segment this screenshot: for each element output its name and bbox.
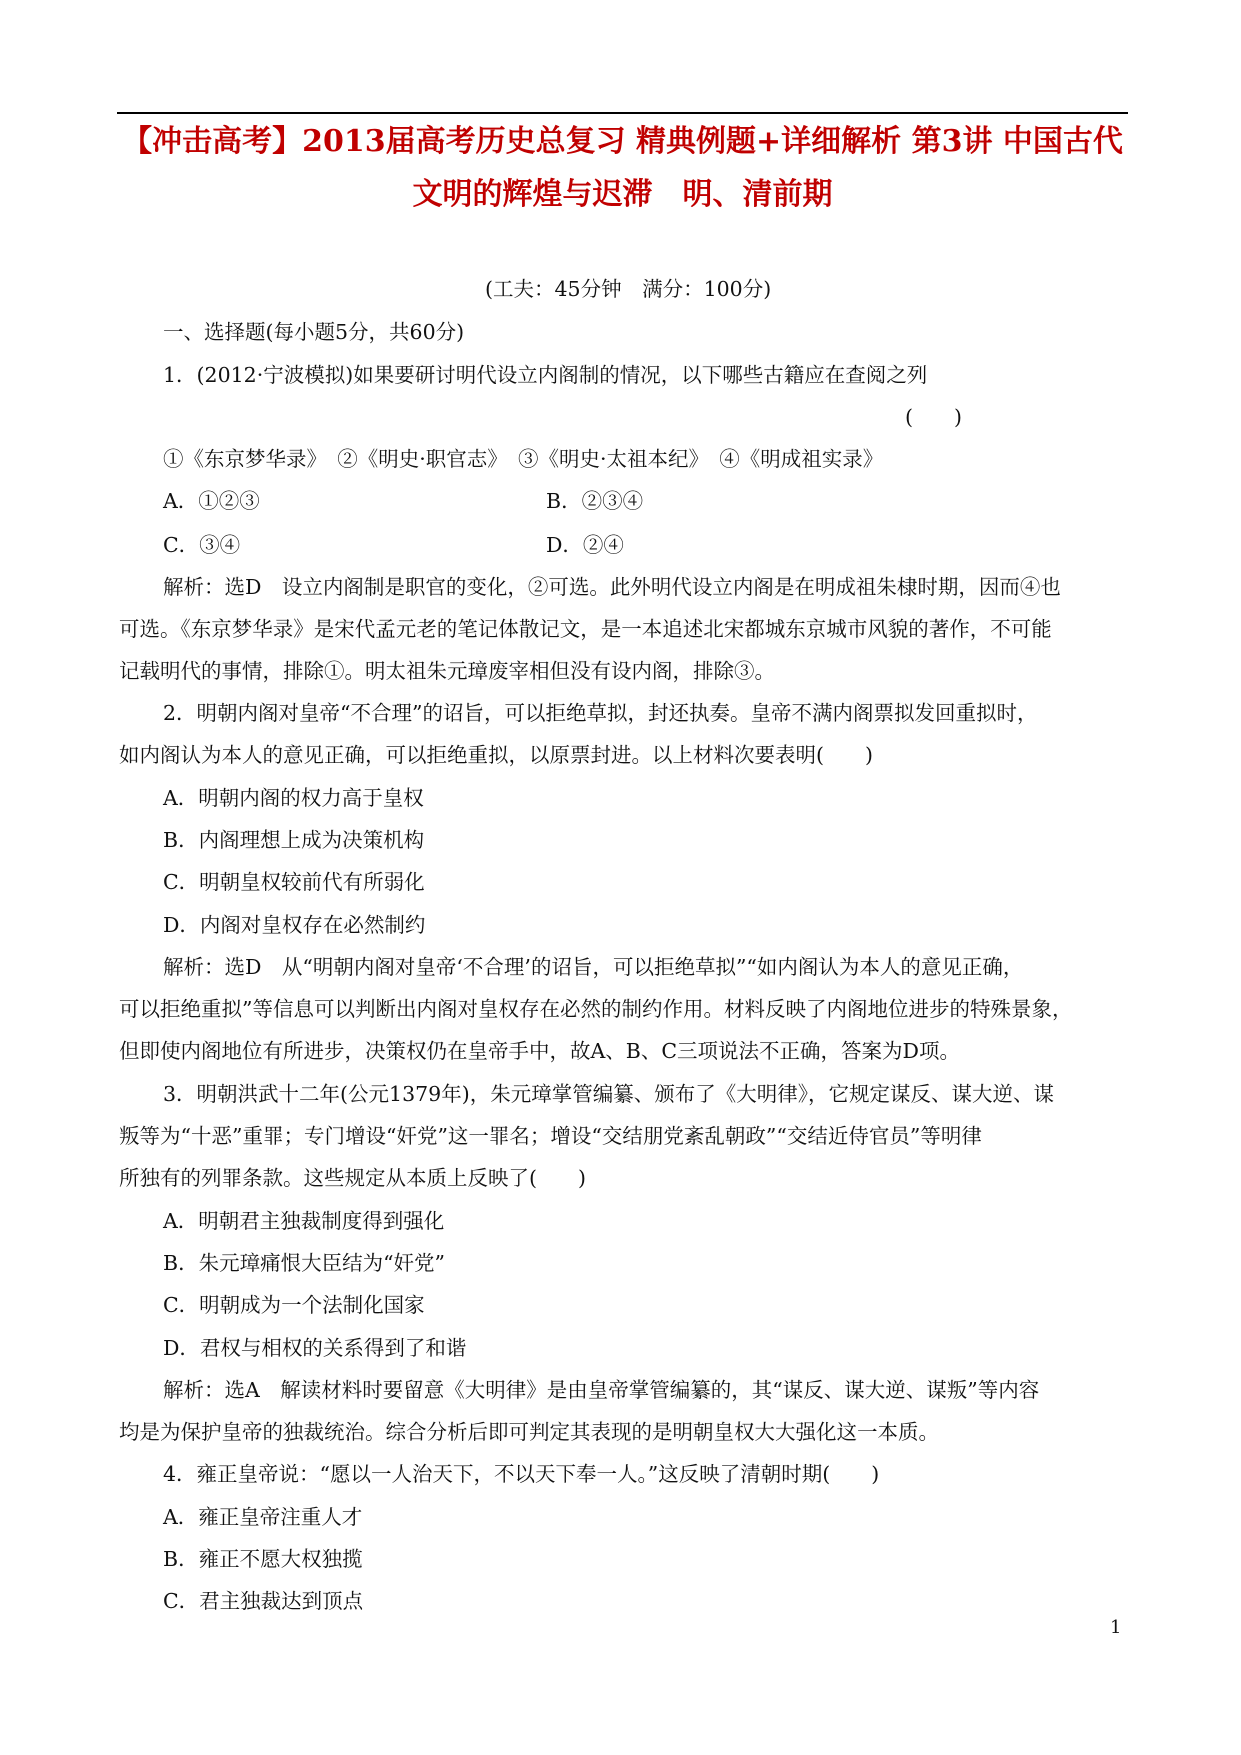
q2-option-c: C．明朝皇权较前代有所弱化 (163, 870, 425, 894)
q1-option-a: A．①②③ (163, 489, 260, 513)
section-heading: 一、选择题(每小题5分，共60分) (163, 320, 465, 344)
q3-analysis-line: 均是为保护皇帝的独裁统治。综合分析后即可判定其表现的是明朝皇权大大强化这一本质。 (119, 1420, 939, 1444)
q1-answer-paren: ( ) (905, 405, 962, 429)
q3-option-a: A．明朝君主独裁制度得到强化 (163, 1209, 445, 1233)
q3-option-b: B．朱元璋痛恨大臣结为“奸党” (163, 1251, 446, 1275)
q4-option-b: B．雍正不愿大权独揽 (163, 1547, 363, 1571)
q4-stem: 4．雍正皇帝说：“愿以一人治天下，不以天下奉一人。”这反映了清朝时期( ) (163, 1462, 880, 1486)
doc-title-line-1: 【冲击高考】2013届高考历史总复习 精典例题+详细解析 第3讲 中国古代 (122, 124, 1123, 159)
doc-title-line-2: 文明的辉煌与迟滞 明、清前期 (412, 177, 833, 212)
q2-stem-line: 如内阁认为本人的意见正确，可以拒绝重拟，以原票封进。以上材料次要表明( ) (119, 743, 873, 767)
header-rule (117, 112, 1128, 114)
q2-analysis-line: 可以拒绝重拟”等信息可以判断出内阁对皇权存在必然的制约作用。材料反映了内阁地位进步的特殊景象， (119, 997, 1073, 1021)
q1-stem: 1．(2012·宁波模拟)如果要研讨明代设立内阁制的情况，以下哪些古籍应在查阅之列 (163, 363, 928, 387)
q2-option-d: D．内阁对皇权存在必然制约 (163, 913, 426, 937)
q1-analysis-line: 记载明代的事情，排除①。明太祖朱元璋废宰相但没有设内阁，排除③。 (119, 659, 775, 683)
q3-analysis-line: 解析：选A 解读材料时要留意《大明律》是由皇帝掌管编纂的，其“谋反、谋大逆、谋叛”等内容 (163, 1378, 1040, 1402)
q3-option-d: D．君权与相权的关系得到了和谐 (163, 1336, 467, 1360)
page-number: 1 (1110, 1617, 1122, 1638)
q2-analysis-line: 但即使内阁地位有所进步，决策权仍在皇帝手中，故A、B、C三项说法不正确，答案为D项。 (119, 1039, 960, 1063)
q4-option-c: C．君主独裁达到顶点 (163, 1589, 364, 1613)
q1-items: ①《东京梦华录》 ②《明史·职官志》 ③《明史·太祖本纪》 ④《明成祖实录》 (163, 447, 884, 471)
q1-analysis-line: 解析：选D 设立内阁制是职官的变化，②可选。此外明代设立内阁是在明成祖朱棣时期，因而④也 (163, 575, 1061, 599)
q1-option-c: C．③④ (163, 533, 241, 557)
q1-option-d: D．②④ (546, 533, 624, 557)
q4-option-a: A．雍正皇帝注重人才 (163, 1505, 363, 1529)
q1-analysis-line: 可选。《东京梦华录》是宋代孟元老的笔记体散记文，是一本追述北宋都城东京城市风貌的著作，不可能 (119, 617, 1052, 641)
q2-option-a: A．明朝内阁的权力高于皇权 (163, 786, 424, 810)
q2-option-b: B．内阁理想上成为决策机构 (163, 828, 425, 852)
q2-stem-line: 2．明朝内阁对皇帝“不合理”的诏旨，可以拒绝草拟，封还执奏。皇帝不满内阁票拟发回重拟时， (163, 701, 1038, 725)
q3-stem-line: 叛等为“十恶”重罪；专门增设“奸党”这一罪名；增设“交结朋党紊乱朝政”“交结近侍官员”等明律 (119, 1124, 982, 1148)
q2-analysis-line: 解析：选D 从“明朝内阁对皇帝‘不合理’的诏旨，可以拒绝草拟”“如内阁认为本人的意见正确， (163, 955, 1024, 979)
q1-option-b: B．②③④ (546, 489, 644, 513)
q3-stem-line: 3．明朝洪武十二年(公元1379年)，朱元璋掌管编纂、颁布了《大明律》，它规定谋反、谋大逆、谋 (163, 1082, 1054, 1106)
q3-stem-line: 所独有的列罪条款。这些规定从本质上反映了( ) (119, 1166, 586, 1190)
q3-option-c: C．明朝成为一个法制化国家 (163, 1293, 425, 1317)
time-info: (工夫：45分钟 满分：100分) (485, 277, 772, 301)
